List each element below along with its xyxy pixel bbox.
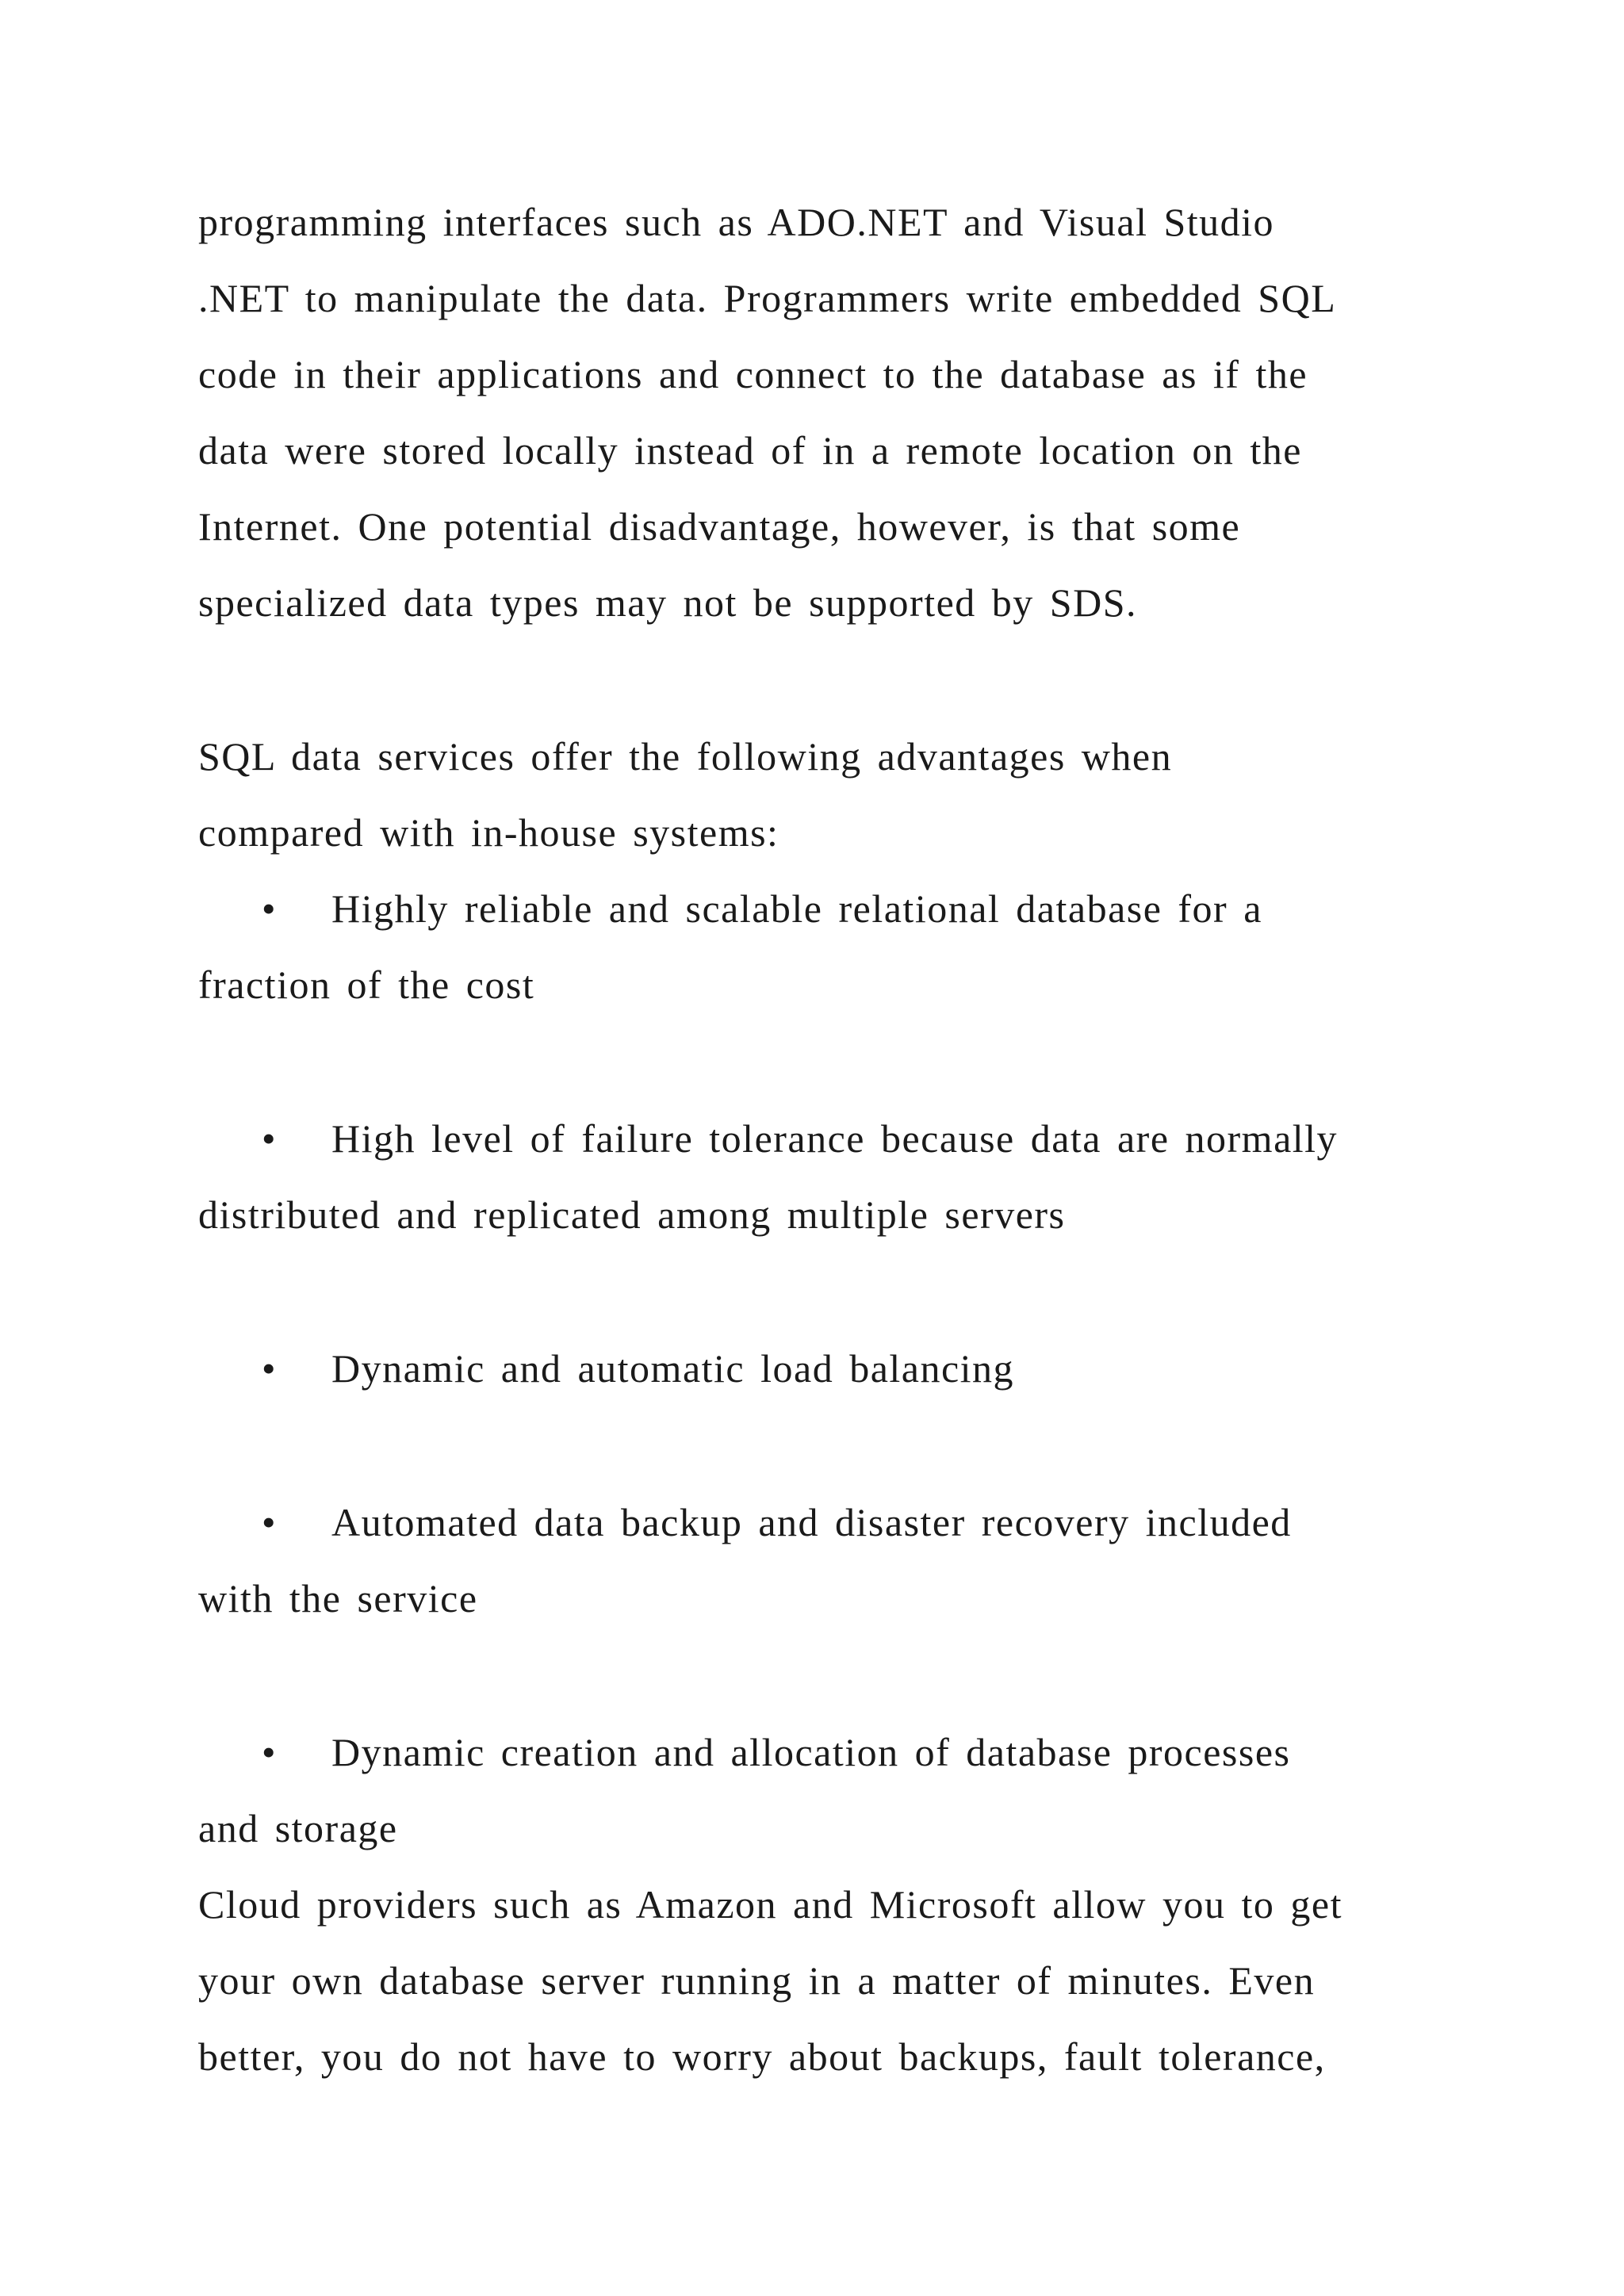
list-item-continuation: with the service <box>198 1576 478 1621</box>
list-item-text: Dynamic and automatic load balancing <box>331 1346 1015 1391</box>
list-item-text: High level of failure tolerance because data are normally <box>331 1116 1339 1161</box>
text-line: code in their applications and connect to the database as if the <box>198 352 1308 396</box>
text-line: programming interfaces such as ADO.NET and Visual Studio <box>198 200 1275 244</box>
list-item-text: Dynamic creation and allocation of database processes <box>331 1730 1291 1774</box>
bullet-icon: • <box>262 1730 276 1774</box>
list-item-text: Highly reliable and scalable relational database for a <box>331 886 1262 931</box>
list-item-continuation: distributed and replicated among multiple servers <box>198 1192 1066 1237</box>
list-item-text: Automated data backup and disaster recovery included <box>331 1500 1292 1544</box>
text-line: compared with in-house systems: <box>198 810 779 855</box>
bullet-icon: • <box>262 1500 276 1544</box>
bullet-icon: • <box>262 886 276 931</box>
text-line: better, you do not have to worry about backups, fault tolerance, <box>198 2034 1326 2079</box>
bullet-icon: • <box>262 1346 276 1391</box>
text-line: .NET to manipulate the data. Programmers write embedded SQL <box>198 276 1337 320</box>
text-line: data were stored locally instead of in a remote location on the <box>198 428 1302 473</box>
list-item-continuation: and storage <box>198 1806 398 1850</box>
text-line: specialized data types may not be supported by SDS. <box>198 580 1137 625</box>
text-line: Cloud providers such as Amazon and Microsoft allow you to get <box>198 1882 1342 1927</box>
bullet-icon: • <box>262 1116 276 1161</box>
list-item-continuation: fraction of the cost <box>198 962 535 1007</box>
text-line: your own database server running in a matter of minutes. Even <box>198 1958 1316 2003</box>
text-line: SQL data services offer the following advantages when <box>198 734 1173 779</box>
text-line: Internet. One potential disadvantage, however, is that some <box>198 504 1241 549</box>
